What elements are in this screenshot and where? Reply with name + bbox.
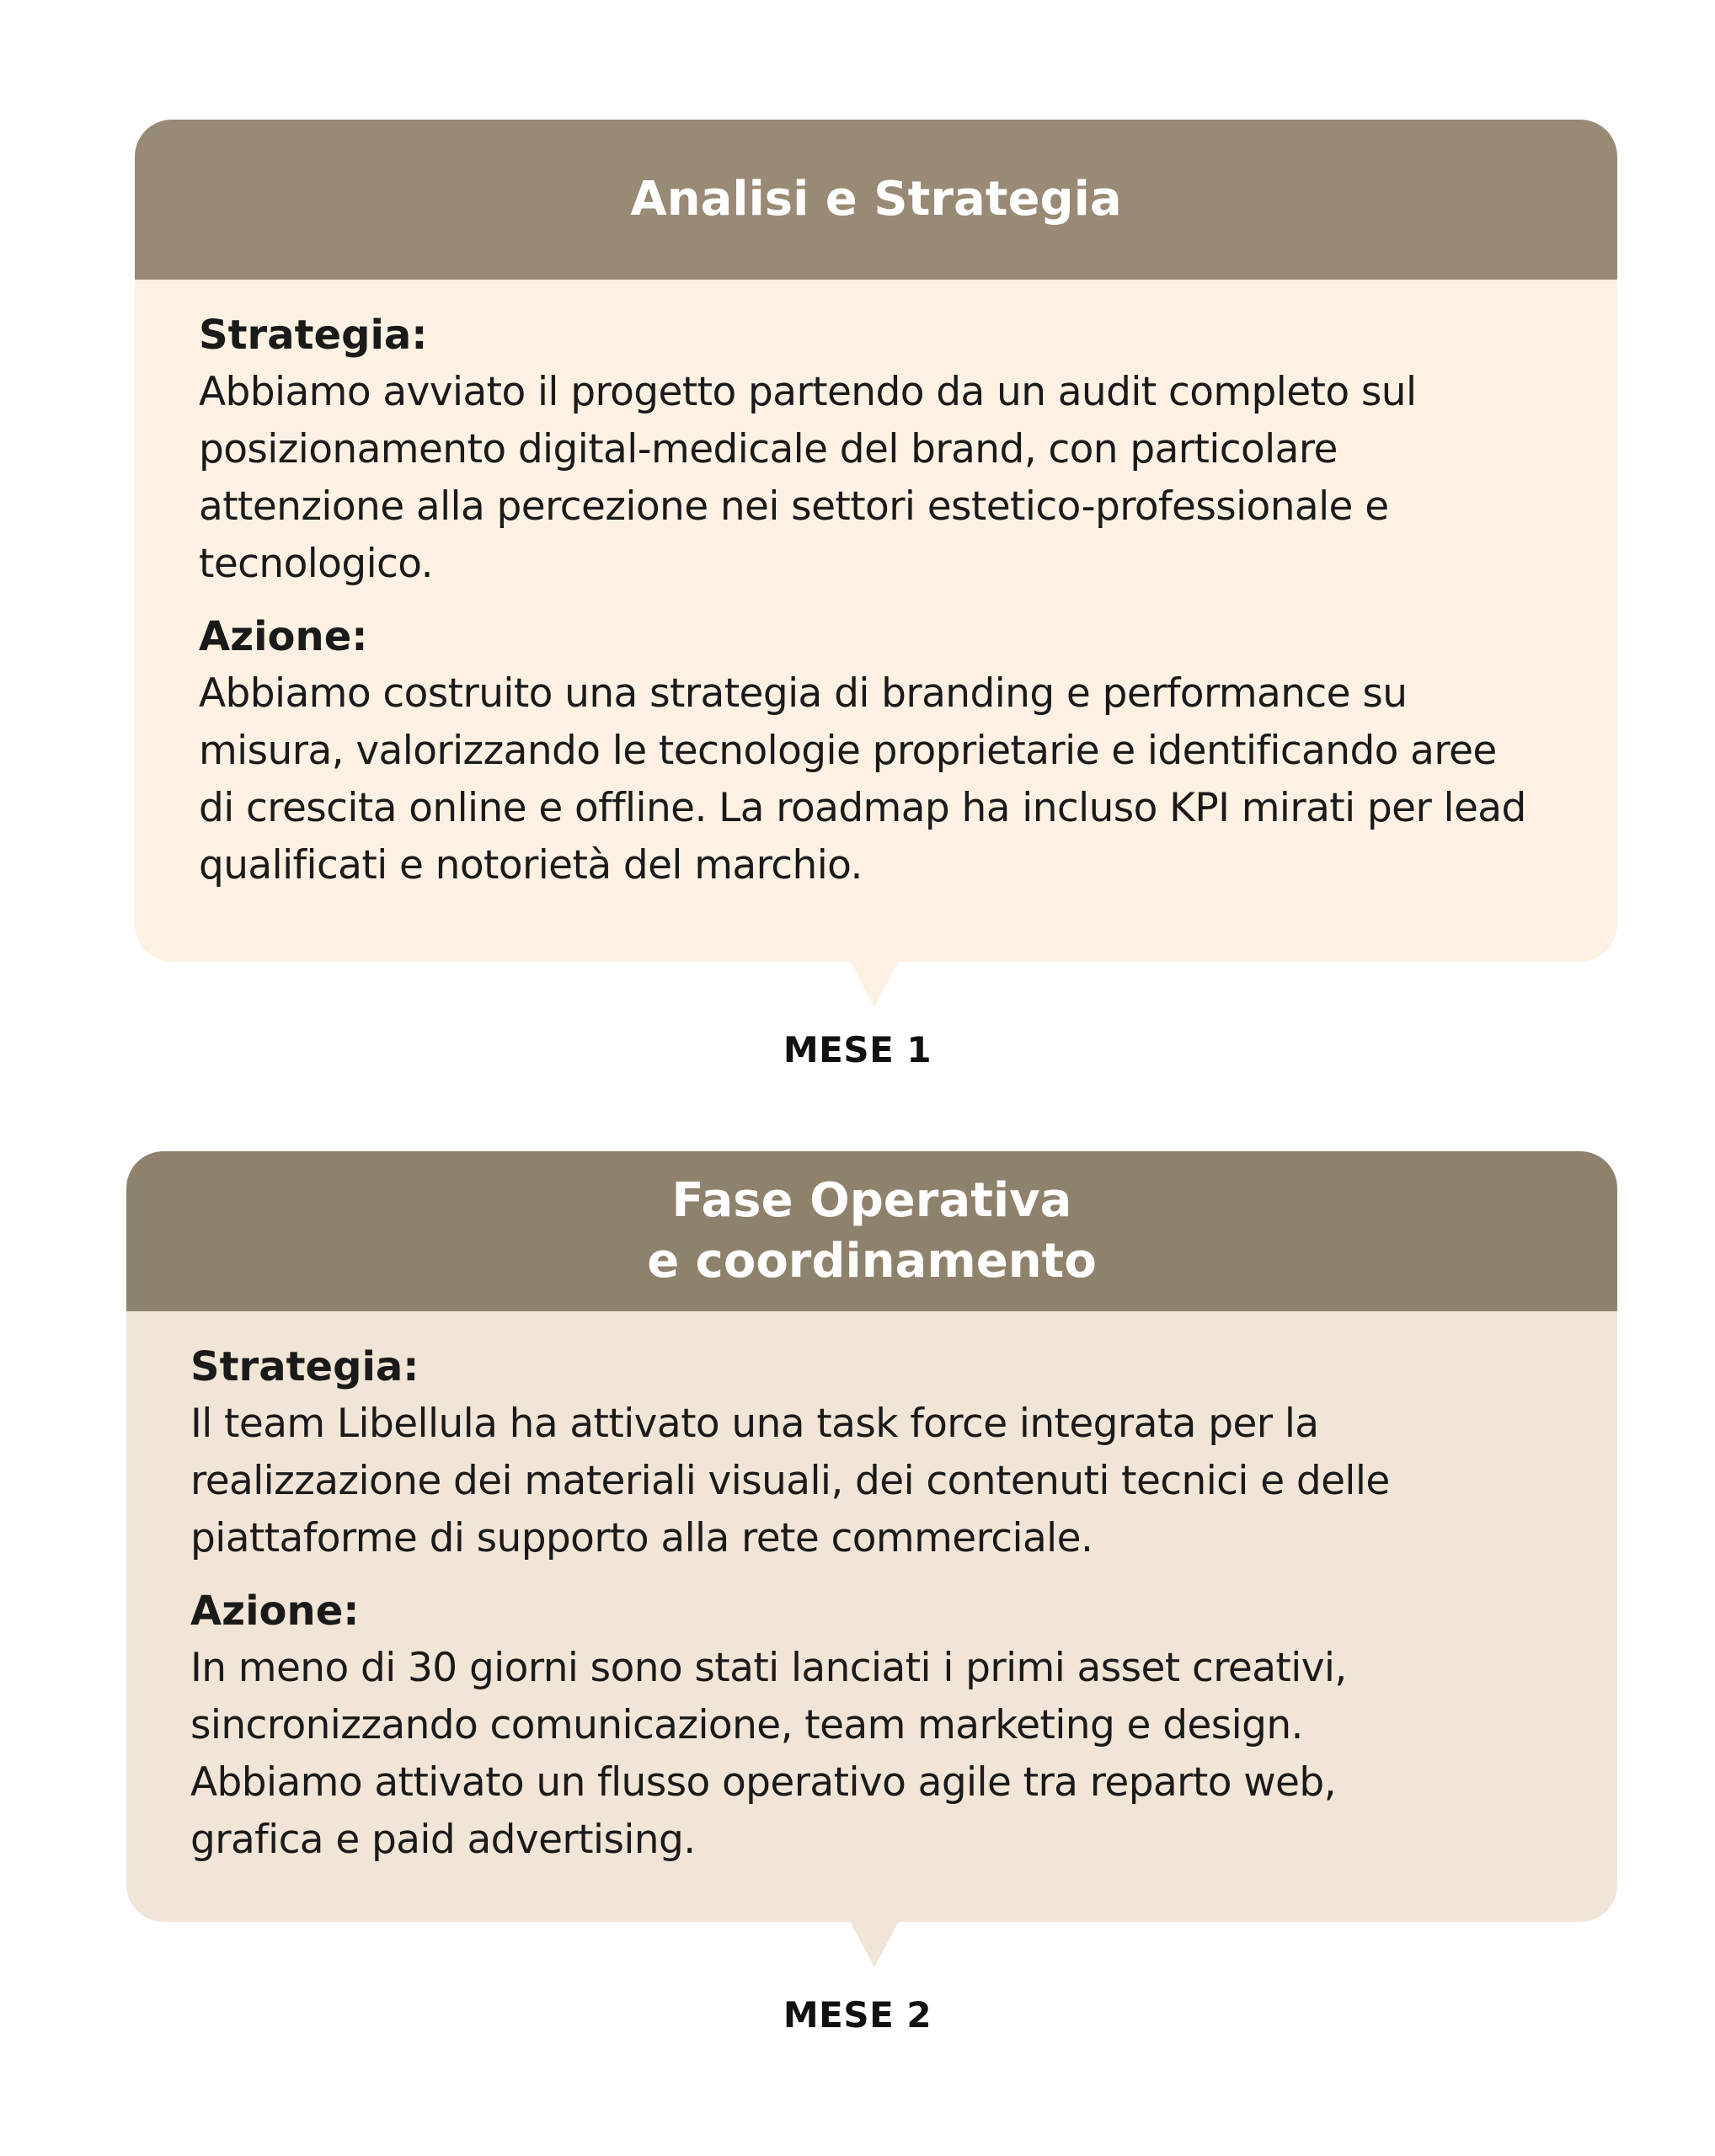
phase-1-strategy-label: Strategia: (199, 312, 428, 359)
month-label-2: MESE 2 (783, 1994, 932, 2036)
phase-1-action-line: Abbiamo costruito una strategia di branding e performance su (199, 670, 1408, 717)
phase-2-action-line: Abbiamo attivato un flusso operativo agile tra reparto web, (190, 1759, 1336, 1806)
month-label-1: MESE 1 (783, 1029, 932, 1070)
phase-2-strategy-line: realizzazione dei materiali visuali, dei contenuti tecnici e delle (190, 1458, 1390, 1504)
phase-1-strategy-line: attenzione alla percezione nei settori estetico-professionale e (199, 483, 1389, 530)
phase-2-strategy-line: Il team Libellula ha attivato una task force integrata per la (190, 1401, 1319, 1447)
phase-2-title-line-2: e coordinamento (647, 1234, 1097, 1289)
phase-1-action-line: misura, valorizzando le tecnologie proprietarie e identificando aree (199, 728, 1497, 774)
phase-1-strategy-line: Abbiamo avviato il progetto partendo da un audit completo sul (199, 369, 1417, 415)
phase-2-header (126, 1151, 1617, 1311)
phase-card-1 (135, 120, 1617, 962)
phase-2-action-line: In meno di 30 giorni sono stati lanciati i primi asset creativi, (190, 1645, 1347, 1691)
phase-1-action-line: di crescita online e offline. La roadmap ha incluso KPI mirati per lead (199, 785, 1526, 831)
phase-2-body (126, 1311, 1617, 1922)
phase-2-action-line: grafica e paid advertising. (190, 1817, 696, 1863)
phase-1-strategy-line: tecnologico. (199, 541, 433, 587)
phase-1-action-line: qualificati e notorietà del marchio. (199, 842, 863, 889)
phase-1-body (135, 280, 1617, 962)
phase-2-strategy-line: piattaforme di supporto alla rete commerciale. (190, 1515, 1093, 1561)
phase-1-header (135, 120, 1617, 280)
phase-2-action-label: Azione: (190, 1588, 360, 1635)
phase-2-strategy-label: Strategia: (190, 1343, 419, 1390)
phase-2-title-line-1: Fase Operativa (671, 1173, 1072, 1228)
phase-2-pointer (846, 1913, 903, 1967)
phase-1-title: Analisi e Strategia (630, 172, 1122, 227)
phase-1-strategy-line: posizionamento digital-medicale del brand, con particolare (199, 426, 1338, 472)
phase-2-action-line: sincronizzando comunicazione, team marketing e design. (190, 1702, 1303, 1748)
phase-1-pointer (846, 953, 903, 1007)
phase-1-action-label: Azione: (199, 613, 368, 660)
phase-card-2 (126, 1151, 1617, 1922)
